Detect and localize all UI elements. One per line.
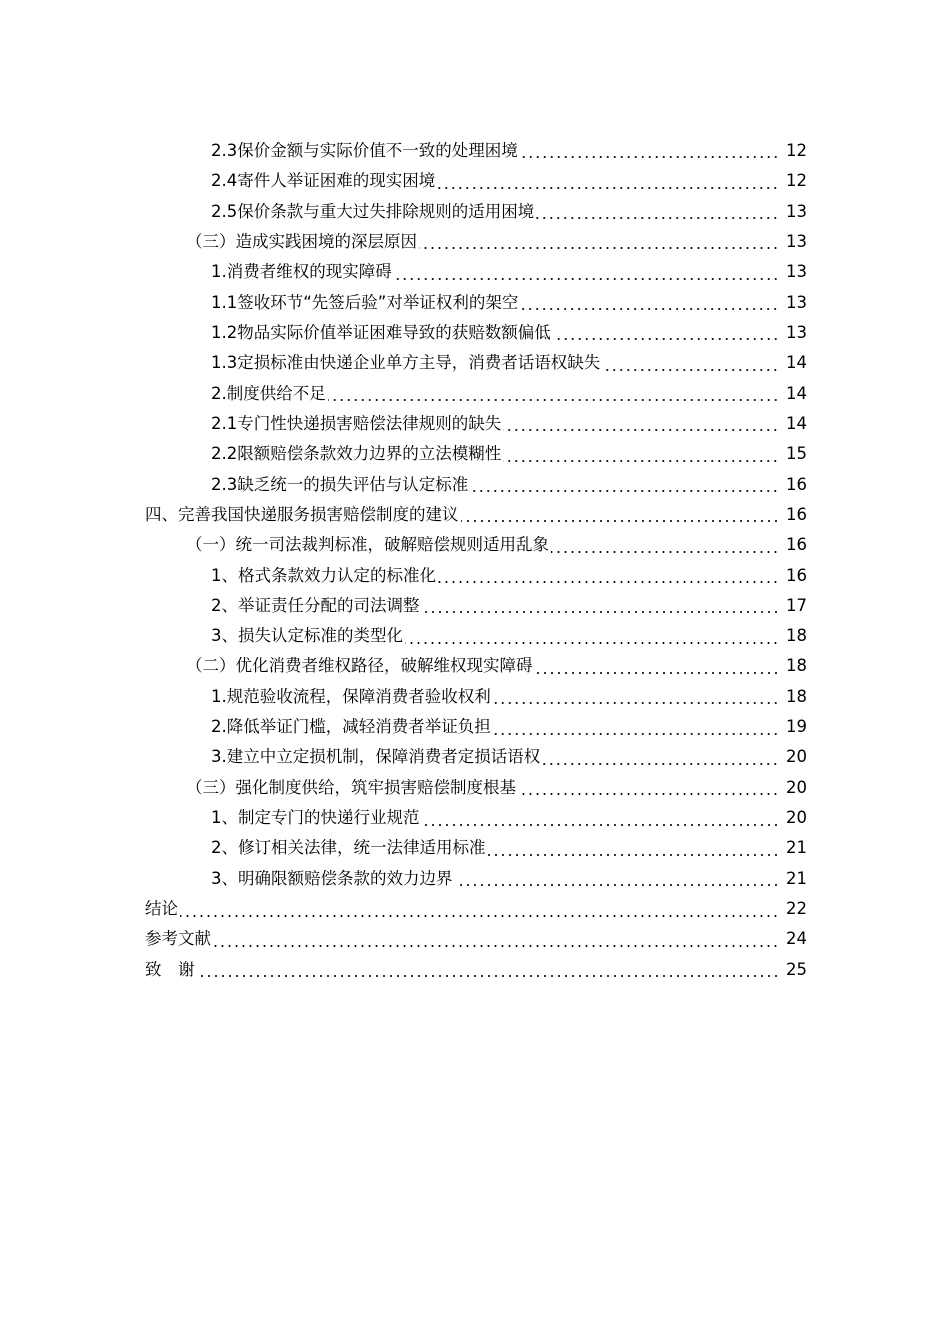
toc-entry[interactable]	[0, 955, 950, 985]
toc-dot-leader	[422, 824, 780, 826]
toc-dot-leader	[602, 369, 779, 371]
toc-entry-title: 1.规范验收流程，保障消费者验收权利	[211, 686, 491, 706]
toc-entry-page-number: 16	[786, 474, 807, 494]
toc-entry[interactable]	[0, 136, 950, 166]
toc-entry[interactable]	[0, 470, 950, 500]
toc-entry-title: 2.制度供给不足	[211, 383, 326, 403]
toc-entry-title: （二）优化消费者维权路径，破解维权现实障碍	[186, 656, 533, 676]
toc-entry[interactable]	[0, 773, 950, 803]
toc-dot-leader	[520, 156, 779, 158]
toc-entry-page-number: 24	[786, 929, 807, 949]
toc-entry-page-number: 12	[786, 171, 807, 191]
toc-entry-page-number: 20	[786, 747, 807, 767]
toc-dot-leader	[438, 581, 779, 583]
toc-entry-page-number: 17	[786, 595, 807, 615]
toc-entry-title: 2.降低举证门槛，减轻消费者举证负担	[211, 717, 491, 737]
toc-entry[interactable]	[0, 166, 950, 196]
toc-dot-leader	[488, 854, 780, 856]
toc-entry-title: 2.1专门性快递损害赔偿法律规则的缺失	[211, 413, 502, 433]
toc-entry-page-number: 20	[786, 808, 807, 828]
toc-entry-title: 3.建立中立定损机制，保障消费者定损话语权	[211, 747, 541, 767]
toc-entry[interactable]	[0, 925, 950, 955]
toc-dot-leader	[535, 672, 780, 674]
toc-dot-leader	[197, 975, 780, 977]
toc-entry-title: （一）统一司法裁判标准，破解赔偿规则适用乱象	[186, 535, 549, 555]
toc-dot-leader	[503, 429, 779, 431]
toc-dot-leader	[455, 884, 780, 886]
toc-entry-title: 1.消费者维权的现实障碍	[211, 262, 392, 282]
toc-entry[interactable]	[0, 743, 950, 773]
toc-entry-title: 2.2限额赔偿条款效力边界的立法模糊性	[211, 444, 502, 464]
toc-entry-page-number: 16	[786, 504, 807, 524]
toc-entry-title: 2、修订相关法律，统一法律适用标准	[211, 838, 486, 858]
toc-dot-leader	[503, 460, 779, 462]
toc-entry-title: （三）强化制度供给，筑牢损害赔偿制度根基	[186, 777, 516, 797]
toc-dot-leader	[419, 247, 779, 249]
toc-entry-page-number: 13	[786, 322, 807, 342]
toc-entry-title: 2.3缺乏统一的损失评估与认定标准	[211, 474, 469, 494]
toc-entry-page-number: 18	[786, 656, 807, 676]
toc-entry[interactable]	[0, 712, 950, 742]
toc-dot-leader	[422, 611, 780, 613]
toc-entry-page-number: 16	[786, 535, 807, 555]
toc-entry-page-number: 20	[786, 777, 807, 797]
toc-entry-title: 参考文献	[145, 929, 211, 949]
toc-entry-page-number: 13	[786, 201, 807, 221]
toc-entry-title: 1、制定专门的快递行业规范	[211, 808, 420, 828]
toc-entry[interactable]	[0, 197, 950, 227]
toc-entry[interactable]	[0, 561, 950, 591]
toc-entry-title: （三）造成实践困境的深层原因	[186, 231, 417, 251]
toc-entry[interactable]	[0, 379, 950, 409]
toc-entry-page-number: 15	[786, 444, 807, 464]
toc-entry[interactable]	[0, 682, 950, 712]
toc-entry-page-number: 13	[786, 231, 807, 251]
toc-entry-page-number: 22	[786, 899, 807, 919]
toc-dot-leader	[542, 763, 779, 765]
table-of-contents	[0, 136, 950, 985]
toc-entry[interactable]	[0, 834, 950, 864]
toc-entry-page-number: 21	[786, 838, 807, 858]
toc-dot-leader	[553, 338, 779, 340]
toc-entry-page-number: 13	[786, 262, 807, 282]
toc-entry-title: 2.3保价金额与实际价值不一致的处理困境	[211, 140, 518, 160]
toc-dot-leader	[470, 490, 779, 492]
toc-entry[interactable]	[0, 894, 950, 924]
toc-entry[interactable]	[0, 439, 950, 469]
toc-entry-title: 1.1签收环节“先签后验”对举证权利的架空	[211, 292, 519, 312]
toc-entry-title: 1、格式条款效力认定的标准化	[211, 565, 436, 585]
toc-entry[interactable]	[0, 864, 950, 894]
toc-entry[interactable]	[0, 621, 950, 651]
toc-entry-page-number: 19	[786, 717, 807, 737]
toc-entry[interactable]	[0, 227, 950, 257]
toc-dot-leader	[437, 187, 779, 189]
toc-entry[interactable]	[0, 500, 950, 530]
toc-entry-title: 3、损失认定标准的类型化	[211, 626, 403, 646]
toc-entry-page-number: 14	[786, 353, 807, 373]
toc-entry-page-number: 14	[786, 383, 807, 403]
toc-entry-title: 1.2物品实际价值举证困难导致的获赔数额偏低	[211, 322, 551, 342]
toc-entry[interactable]	[0, 591, 950, 621]
toc-entry-title: 1.3定损标准由快递企业单方主导，消费者话语权缺失	[211, 353, 601, 373]
toc-entry-title: 结论	[145, 899, 178, 919]
toc-entry-title: 2.4寄件人举证困难的现实困境	[211, 171, 436, 191]
toc-dot-leader	[493, 702, 779, 704]
toc-entry-title: 2、举证责任分配的司法调整	[211, 595, 420, 615]
toc-dot-leader	[518, 793, 779, 795]
toc-entry-title: 四、完善我国快递服务损害赔偿制度的建议	[145, 504, 459, 524]
toc-entry-page-number: 14	[786, 413, 807, 433]
toc-dot-leader	[536, 217, 779, 219]
toc-entry-page-number: 18	[786, 686, 807, 706]
toc-entry-page-number: 21	[786, 868, 807, 888]
toc-entry[interactable]	[0, 409, 950, 439]
toc-entry-page-number: 25	[786, 959, 807, 979]
toc-dot-leader	[461, 520, 780, 522]
toc-entry[interactable]	[0, 803, 950, 833]
toc-dot-leader	[405, 642, 779, 644]
toc-dot-leader	[328, 399, 779, 401]
toc-dot-leader	[520, 308, 779, 310]
toc-entry[interactable]	[0, 318, 950, 348]
toc-entry-page-number: 13	[786, 292, 807, 312]
toc-entry-title: 3、明确限额赔偿条款的效力边界	[211, 868, 453, 888]
toc-dot-leader	[551, 551, 779, 553]
toc-entry[interactable]	[0, 288, 950, 318]
toc-entry-page-number: 12	[786, 140, 807, 160]
toc-dot-leader	[394, 278, 779, 280]
toc-entry-page-number: 18	[786, 626, 807, 646]
toc-entry[interactable]	[0, 652, 950, 682]
toc-entry-title: 2.5保价条款与重大过失排除规则的适用困境	[211, 201, 535, 221]
toc-entry[interactable]	[0, 348, 950, 378]
toc-entry-page-number: 16	[786, 565, 807, 585]
toc-dot-leader	[493, 733, 779, 735]
toc-entry[interactable]	[0, 530, 950, 560]
toc-entry-title: 致 谢	[145, 959, 195, 979]
toc-dot-leader	[213, 945, 779, 947]
toc-dot-leader	[180, 915, 779, 917]
toc-entry[interactable]	[0, 257, 950, 287]
